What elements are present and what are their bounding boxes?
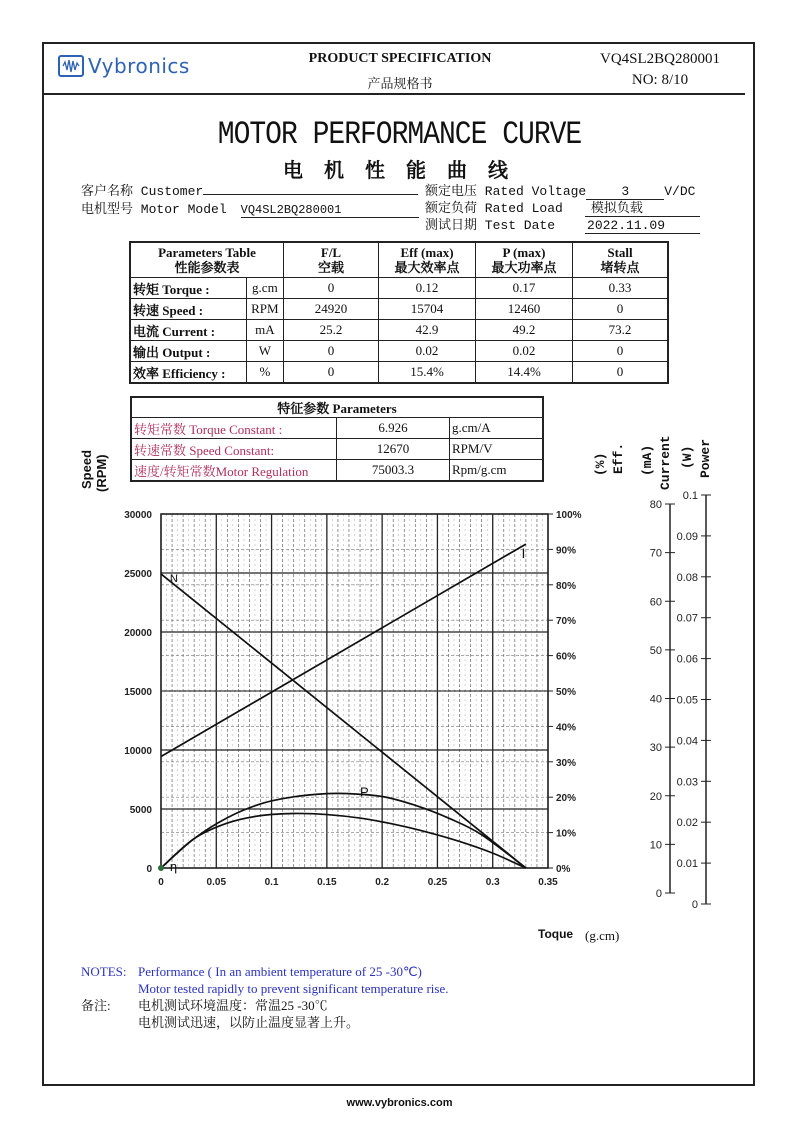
cell: 6.926	[337, 418, 450, 439]
notes-label-cn: 备注:	[81, 998, 111, 1013]
eff-tick-label: 50%	[556, 687, 577, 698]
row-label: 效率 Efficiency :	[130, 362, 246, 384]
rated-voltage-value: 3	[586, 185, 664, 200]
eff-tick-label: 20%	[556, 793, 577, 805]
row-unit: RPM	[246, 299, 283, 320]
power-axis-label: Power	[698, 438, 713, 478]
current-tick-label: 10	[649, 839, 662, 852]
doc-subtitle: 产品规格书	[367, 76, 433, 91]
y-tick-label: 5000	[129, 805, 152, 816]
speed-curve-label: N	[169, 572, 178, 585]
col-header-en: F/L	[320, 245, 342, 260]
y-tick-label: 30000	[124, 510, 152, 521]
customer-label: 客户名称 Customer	[81, 184, 204, 199]
power-tick-label: 0.04	[676, 735, 698, 748]
row-label: 转速常数 Speed Constant:	[131, 439, 337, 460]
y-axis-label	[80, 450, 94, 489]
eff-axis-label: Eff.	[611, 442, 626, 474]
x-tick-label: 0.05	[206, 877, 227, 888]
col-header-cn: 空载	[317, 260, 344, 275]
speed-unit: (RPM)	[94, 454, 109, 492]
cell: 12670	[337, 439, 450, 460]
row-unit: %	[246, 362, 283, 384]
page-title-cn: 电 机 性 能 曲 线	[283, 160, 516, 182]
current-tick-label: 30	[649, 742, 662, 755]
col-header-cn: 最大效率点	[394, 260, 460, 275]
eff-tick-label: 80%	[556, 580, 577, 592]
part-number: VQ4SL2BQ280001	[599, 51, 720, 67]
characteristic-parameters-table	[130, 396, 544, 482]
power-tick-label: 0.06	[676, 653, 698, 666]
col-header-cn: 堵转点	[600, 260, 640, 275]
cell: 75003.3	[337, 460, 450, 482]
cell: 0	[573, 299, 669, 320]
params-title-cn: 性能参数表	[174, 260, 240, 275]
params-table-title	[130, 242, 284, 278]
current-curve-label: I	[521, 544, 526, 561]
col-header-en: P (max)	[502, 245, 546, 260]
power-tick-label: 0.03	[676, 776, 698, 789]
test-date-row	[425, 214, 700, 234]
cell: 49.2	[476, 320, 573, 341]
x-axis-label: Toque	[538, 927, 574, 941]
cell: 42.9	[379, 320, 476, 341]
table-row	[131, 439, 543, 460]
current-tick-label: 40	[649, 693, 662, 706]
power-curve-label: P	[360, 784, 369, 800]
cell: 0.02	[379, 341, 476, 362]
x-tick-label: 0.35	[538, 877, 558, 888]
cell: 0	[284, 341, 379, 362]
current-tick-label: 50	[649, 644, 662, 657]
row-label: 电流 Current :	[130, 320, 246, 341]
cell: 24920	[284, 299, 379, 320]
rated-voltage-unit: V/DC	[664, 184, 696, 199]
page-number: NO: 8/10	[631, 72, 689, 88]
page-title: MOTOR PERFORMANCE CURVE	[217, 117, 582, 154]
col-header	[379, 242, 476, 278]
customer-value	[203, 194, 418, 195]
eff-tick-label: 10%	[556, 828, 577, 840]
col-header-en: Stall	[607, 245, 633, 260]
rated-load-value: 模拟负载	[585, 202, 700, 217]
notes	[81, 963, 448, 1031]
row-unit: Rpm/g.cm	[450, 460, 544, 482]
y-tick-label: 15000	[124, 687, 152, 698]
table-row	[130, 341, 668, 362]
x-tick-label: 0.25	[427, 877, 448, 888]
col-header-en: Eff (max)	[400, 245, 454, 260]
row-unit: g.cm/A	[450, 418, 544, 439]
header-divider	[44, 93, 745, 95]
y-axis-unit	[95, 454, 109, 492]
current-tick-label: 60	[649, 596, 662, 609]
cell: 15704	[379, 299, 476, 320]
x-tick-label: 0.3	[485, 877, 500, 888]
y-tick-label: 20000	[124, 628, 152, 639]
notes-cn-line-1: 电机测试环境温度：常温25 -30℃	[138, 998, 328, 1013]
x-axis-unit: (g.cm)	[585, 928, 620, 943]
current-tick-label: 0	[655, 888, 662, 900]
col-header	[476, 242, 573, 278]
row-label: 转矩常数 Torque Constant :	[131, 418, 337, 439]
motor-model-row	[81, 198, 419, 218]
eff-axis-unit: (%)	[593, 452, 608, 476]
rated-load-label: 额定负荷 Rated Load	[425, 201, 563, 216]
rated-voltage-label: 额定电压 Rated Voltage	[425, 184, 587, 199]
x-tick-label: 0.1	[264, 877, 279, 888]
cell: 25.2	[284, 320, 379, 341]
table-row	[131, 460, 543, 482]
eff-tick-label: 0%	[556, 864, 571, 875]
power-axis-unit: (W)	[680, 445, 695, 469]
test-date-label: 测试日期 Test Date	[425, 218, 556, 233]
notes-line-1: Performance ( In an ambient temperature of 25 -30℃)	[138, 964, 422, 979]
eff-tick-label: 40%	[556, 722, 577, 734]
cell: 15.4%	[379, 362, 476, 384]
efficiency-curve-label: η	[169, 859, 178, 874]
cell: 14.4%	[476, 362, 573, 384]
cell: 0.12	[379, 278, 476, 299]
speed-label: Speed	[79, 449, 94, 489]
cell: 0	[573, 341, 669, 362]
footer-url: www.vybronics.com	[346, 1097, 453, 1109]
motor-model-label: 电机型号 Motor Model	[81, 202, 227, 217]
col-header-cn: 最大功率点	[491, 260, 557, 275]
cell: 0.02	[476, 341, 573, 362]
cell: 0	[573, 362, 669, 384]
y-tick-label: 0	[146, 864, 152, 875]
current-tick-label: 80	[649, 499, 662, 511]
cell: 0	[284, 278, 379, 299]
row-unit: W	[246, 341, 283, 362]
row-unit: RPM/V	[450, 439, 544, 460]
table-row	[130, 320, 668, 341]
customer-row	[81, 180, 418, 199]
motor-model-value: VQ4SL2BQ280001	[241, 203, 419, 218]
test-date-value: 2022.11.09	[585, 219, 700, 234]
x-tick-label: 0.15	[317, 877, 337, 888]
power-tick-label: 0.1	[682, 490, 698, 502]
doc-title: PRODUCT SPECIFICATION	[308, 51, 492, 66]
table-row	[130, 278, 668, 299]
power-tick-label: 0.08	[676, 571, 698, 584]
current-axis-label: Current	[658, 435, 673, 490]
logo-text: Vybronics	[88, 54, 190, 78]
power-tick-label: 0	[691, 899, 698, 911]
y-tick-label: 10000	[124, 746, 152, 757]
params-title-en: Parameters Table	[158, 245, 256, 260]
col-header	[573, 242, 669, 278]
row-label: 输出 Output :	[130, 341, 246, 362]
eff-tick-label: 30%	[556, 757, 577, 769]
table-row	[130, 299, 668, 320]
current-tick-label: 20	[649, 790, 662, 803]
eff-tick-label: 60%	[556, 651, 577, 663]
x-tick-label: 0	[158, 877, 164, 888]
cell: 0.33	[573, 278, 669, 299]
logo-wave-icon	[58, 55, 84, 77]
power-tick-label: 0.02	[676, 817, 698, 830]
notes-cn-line-2: 电机测试迅速，以防止温度显著上升。	[138, 1015, 360, 1030]
power-tick-label: 0.09	[676, 530, 698, 543]
vybronics-logo	[58, 54, 190, 78]
parameters-table	[129, 241, 669, 384]
cell: 0.17	[476, 278, 573, 299]
row-label: 转矩 Torque :	[130, 278, 246, 299]
cell: 0	[284, 362, 379, 384]
current-tick-label: 70	[649, 547, 662, 560]
char-params-title: 特征参数 Parameters	[131, 397, 543, 418]
power-tick-label: 0.01	[676, 858, 698, 871]
row-unit: g.cm	[246, 278, 283, 299]
table-row	[131, 418, 543, 439]
eff-tick-label: 70%	[556, 616, 577, 628]
current-axis-unit: (mA)	[640, 444, 655, 476]
eff-tick-label: 100%	[556, 510, 582, 521]
col-header	[284, 242, 379, 278]
power-tick-label: 0.05	[676, 694, 698, 707]
table-row	[130, 362, 668, 384]
cell: 73.2	[573, 320, 669, 341]
notes-label: NOTES:	[81, 964, 127, 979]
cell: 12460	[476, 299, 573, 320]
row-label: 转速 Speed :	[130, 299, 246, 320]
eff-tick-label: 90%	[556, 545, 577, 557]
notes-line-2: Motor tested rapidly to prevent significant temperature rise.	[138, 981, 449, 996]
row-unit: mA	[246, 320, 283, 341]
row-label: 速度/转矩常数Motor Regulation	[131, 460, 337, 482]
y-tick-label: 25000	[124, 569, 152, 580]
x-tick-label: 0.2	[375, 877, 390, 888]
power-tick-label: 0.07	[676, 612, 698, 625]
